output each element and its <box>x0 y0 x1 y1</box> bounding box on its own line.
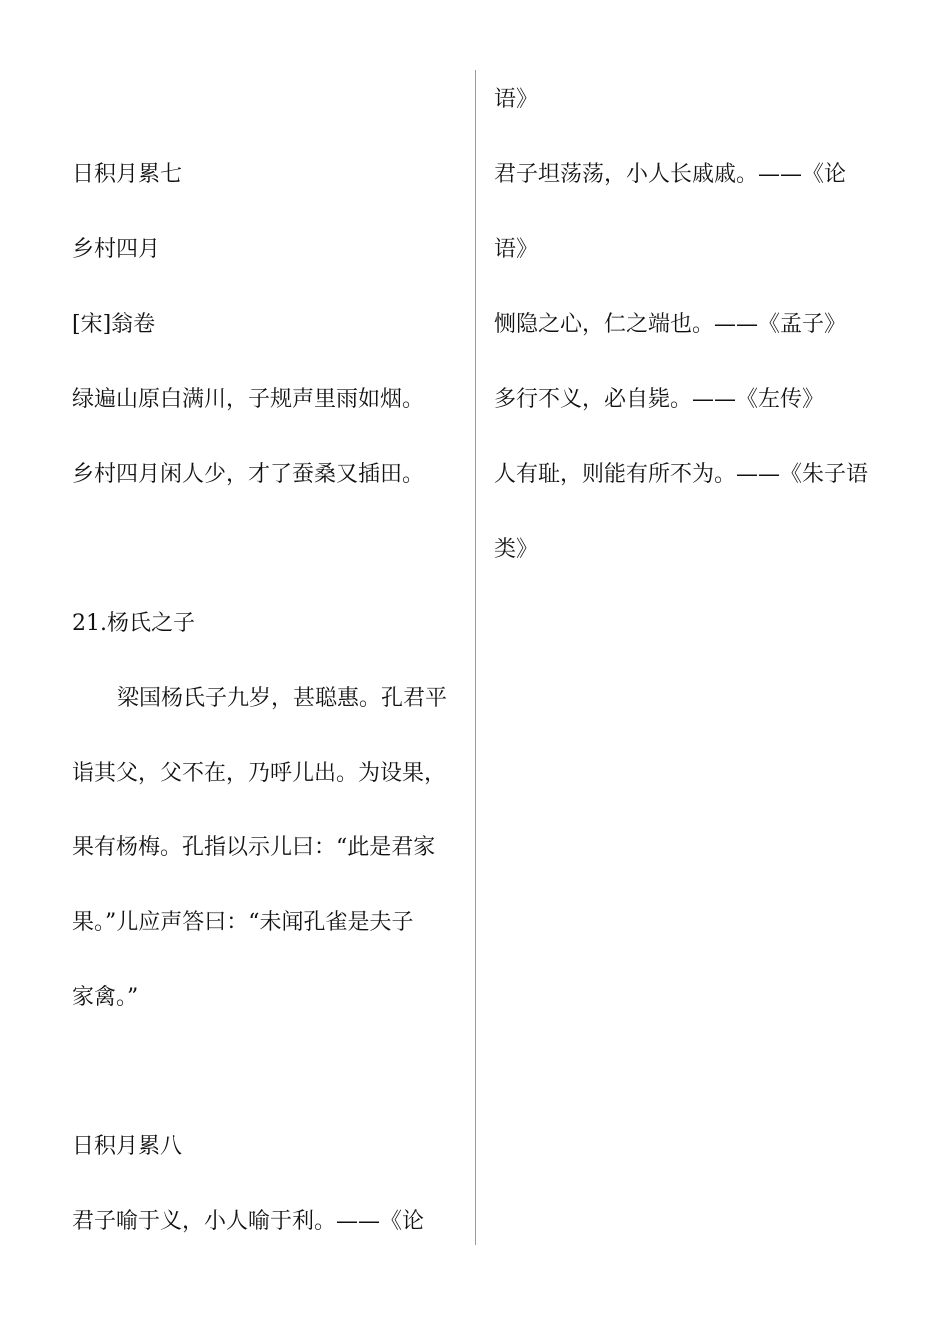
quote-line: 语》 <box>494 87 539 112</box>
quote-line: 恻隐之心，仁之端也。——《孟子》 <box>494 312 847 337</box>
quote-line: 人有耻，则能有所不为。——《朱子语 <box>494 462 869 487</box>
poem-author: [宋]翁卷 <box>72 312 156 337</box>
poem-line-1: 绿遍山原白满川，子规声里雨如烟。 <box>72 387 425 412</box>
lesson-paragraph-line: 果有杨梅。孔指以示儿曰：“此是君家 <box>72 835 436 860</box>
lesson-paragraph-line: 梁国杨氏子九岁，甚聪惠。孔君平 <box>117 686 448 711</box>
column-divider <box>475 70 476 1245</box>
quote-line: 语》 <box>494 237 539 262</box>
quote-line: 君子喻于义，小人喻于利。——《论 <box>72 1209 425 1234</box>
quote-line: 类》 <box>494 537 539 562</box>
lesson-title: 21.杨氏之子 <box>72 611 195 636</box>
poem-line-2: 乡村四月闲人少，才了蚕桑又插田。 <box>72 462 425 487</box>
lesson-paragraph-line: 果。”儿应声答曰：“未闻孔雀是夫子 <box>72 910 414 935</box>
poem-title: 乡村四月 <box>72 237 161 262</box>
quote-line: 多行不义，必自毙。——《左传》 <box>494 387 825 412</box>
section8-title: 日积月累八 <box>72 1134 183 1159</box>
lesson-paragraph-line: 诣其父，父不在，乃呼儿出。为设果， <box>72 761 447 786</box>
lesson-paragraph-line: 家禽。” <box>72 985 139 1010</box>
quote-line: 君子坦荡荡，小人长戚戚。——《论 <box>494 162 847 187</box>
section7-title: 日积月累七 <box>72 162 183 187</box>
